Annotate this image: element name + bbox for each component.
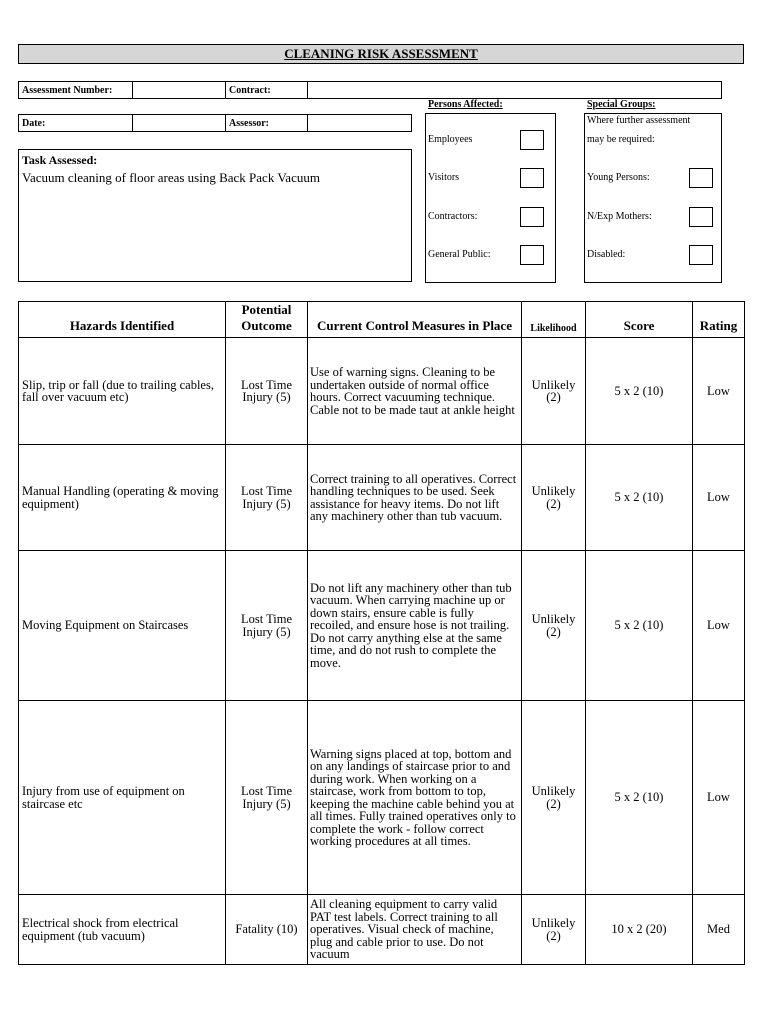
likelihood-cell: Unlikely (2) bbox=[522, 551, 586, 701]
assessment-number-field[interactable] bbox=[133, 82, 226, 99]
table-row bbox=[19, 701, 745, 895]
table-row bbox=[19, 551, 745, 701]
likelihood-cell: Unlikely (2) bbox=[522, 895, 586, 965]
controls-cell: Do not lift any machinery other than tub vacuum. When carrying machine up or down stairs, ensure cable is fully recoiled, and ensure hose is not trailing. Do not carry anything else at the same time, and do not rush to complete the move. bbox=[308, 551, 522, 701]
young-persons-label: Young Persons: bbox=[587, 172, 650, 183]
rating-cell: Low bbox=[693, 445, 745, 551]
task-assessed-text[interactable]: Vacuum cleaning of floor areas using Back Pack Vacuum bbox=[22, 170, 320, 185]
rating-header: Rating bbox=[693, 302, 745, 338]
score-cell: 10 x 2 (20) bbox=[586, 895, 693, 965]
hazard-cell: Electrical shock from electrical equipment (tub vacuum) bbox=[19, 895, 226, 965]
contractors-checkbox[interactable] bbox=[520, 207, 544, 227]
visitors-label: Visitors bbox=[428, 172, 460, 183]
contract-field[interactable] bbox=[308, 82, 722, 99]
disabled-checkbox[interactable] bbox=[689, 245, 713, 265]
task-assessed-label: Task Assessed: bbox=[22, 153, 98, 167]
outcome-cell: Fatality (10) bbox=[226, 895, 308, 965]
outcome-cell: Lost Time Injury (5) bbox=[226, 338, 308, 445]
rating-cell: Low bbox=[693, 338, 745, 445]
date-label: Date: bbox=[19, 115, 133, 132]
date-field[interactable] bbox=[133, 115, 226, 132]
young-persons-checkbox[interactable] bbox=[689, 168, 713, 188]
table-row bbox=[19, 338, 745, 445]
controls-cell: Correct training to all operatives. Correct handling techniques to be used. Seek assistance for heavy items. Do not lift any machinery other than tub vacuum. bbox=[308, 445, 522, 551]
special-groups-heading: Special Groups: bbox=[587, 99, 656, 110]
assessment-header-row bbox=[18, 81, 722, 99]
likelihood-cell: Unlikely (2) bbox=[522, 701, 586, 895]
controls-cell: All cleaning equipment to carry valid PAT test labels. Correct training to all operatives. Visual check of machine, plug and cable prior to use. Do not vacuum bbox=[308, 895, 522, 965]
hazard-cell: Slip, trip or fall (due to trailing cables, fall over vacuum etc) bbox=[19, 338, 226, 445]
contract-label: Contract: bbox=[226, 82, 308, 99]
hazard-cell: Injury from use of equipment on staircase etc bbox=[19, 701, 226, 895]
general-public-checkbox[interactable] bbox=[520, 245, 544, 265]
outcome-cell: Lost Time Injury (5) bbox=[226, 551, 308, 701]
controls-cell: Use of warning signs. Cleaning to be undertaken outside of normal office hours. Correct vacuuming technique. Cable not to be made taut at ankle height bbox=[308, 338, 522, 445]
assessor-label: Assessor: bbox=[226, 115, 308, 132]
score-header: Score bbox=[586, 302, 693, 338]
score-cell: 5 x 2 (10) bbox=[586, 701, 693, 895]
control-measures-header: Current Control Measures in Place bbox=[308, 302, 522, 338]
assessor-field[interactable] bbox=[308, 115, 412, 132]
rating-cell: Low bbox=[693, 551, 745, 701]
hazards-identified-header: Hazards Identified bbox=[19, 302, 226, 338]
general-public-label: General Public: bbox=[428, 249, 491, 260]
rating-cell: Low bbox=[693, 701, 745, 895]
hazard-cell: Manual Handling (operating & moving equipment) bbox=[19, 445, 226, 551]
employees-label: Employees bbox=[428, 134, 473, 145]
special-groups-note-line2: may be required: bbox=[587, 134, 655, 145]
score-cell: 5 x 2 (10) bbox=[586, 338, 693, 445]
assessment-number-label: Assessment Number: bbox=[19, 82, 133, 99]
task-assessed-box bbox=[18, 149, 412, 282]
likelihood-cell: Unlikely (2) bbox=[522, 338, 586, 445]
table-header-row bbox=[19, 302, 745, 338]
persons-affected-heading: Persons Affected: bbox=[428, 99, 503, 110]
page-title: CLEANING RISK ASSESSMENT bbox=[18, 44, 744, 64]
table-row bbox=[19, 895, 745, 965]
contractors-label: Contractors: bbox=[428, 211, 478, 222]
outcome-cell: Lost Time Injury (5) bbox=[226, 701, 308, 895]
likelihood-cell: Unlikely (2) bbox=[522, 445, 586, 551]
controls-cell: Warning signs placed at top, bottom and on any landings of staircase prior to and during work. When working on a staircase, work from bottom to top, keeping the machine cable behind you at all times. Fully trained operatives only to complete the work - follow correct working procedures at all times. bbox=[308, 701, 522, 895]
score-cell: 5 x 2 (10) bbox=[586, 551, 693, 701]
date-header-row bbox=[18, 114, 412, 132]
nexp-mothers-checkbox[interactable] bbox=[689, 207, 713, 227]
disabled-label: Disabled: bbox=[587, 249, 626, 260]
likelihood-header: Likelihood bbox=[522, 302, 586, 338]
special-groups-note-line1: Where further assessment bbox=[587, 115, 691, 126]
table-row bbox=[19, 445, 745, 551]
hazard-cell: Moving Equipment on Staircases bbox=[19, 551, 226, 701]
nexp-mothers-label: N/Exp Mothers: bbox=[587, 211, 652, 222]
employees-checkbox[interactable] bbox=[520, 130, 544, 150]
hazard-table bbox=[18, 301, 745, 965]
visitors-checkbox[interactable] bbox=[520, 168, 544, 188]
score-cell: 5 x 2 (10) bbox=[586, 445, 693, 551]
outcome-cell: Lost Time Injury (5) bbox=[226, 445, 308, 551]
potential-outcome-header: Potential Outcome bbox=[226, 302, 308, 338]
rating-cell: Med bbox=[693, 895, 745, 965]
